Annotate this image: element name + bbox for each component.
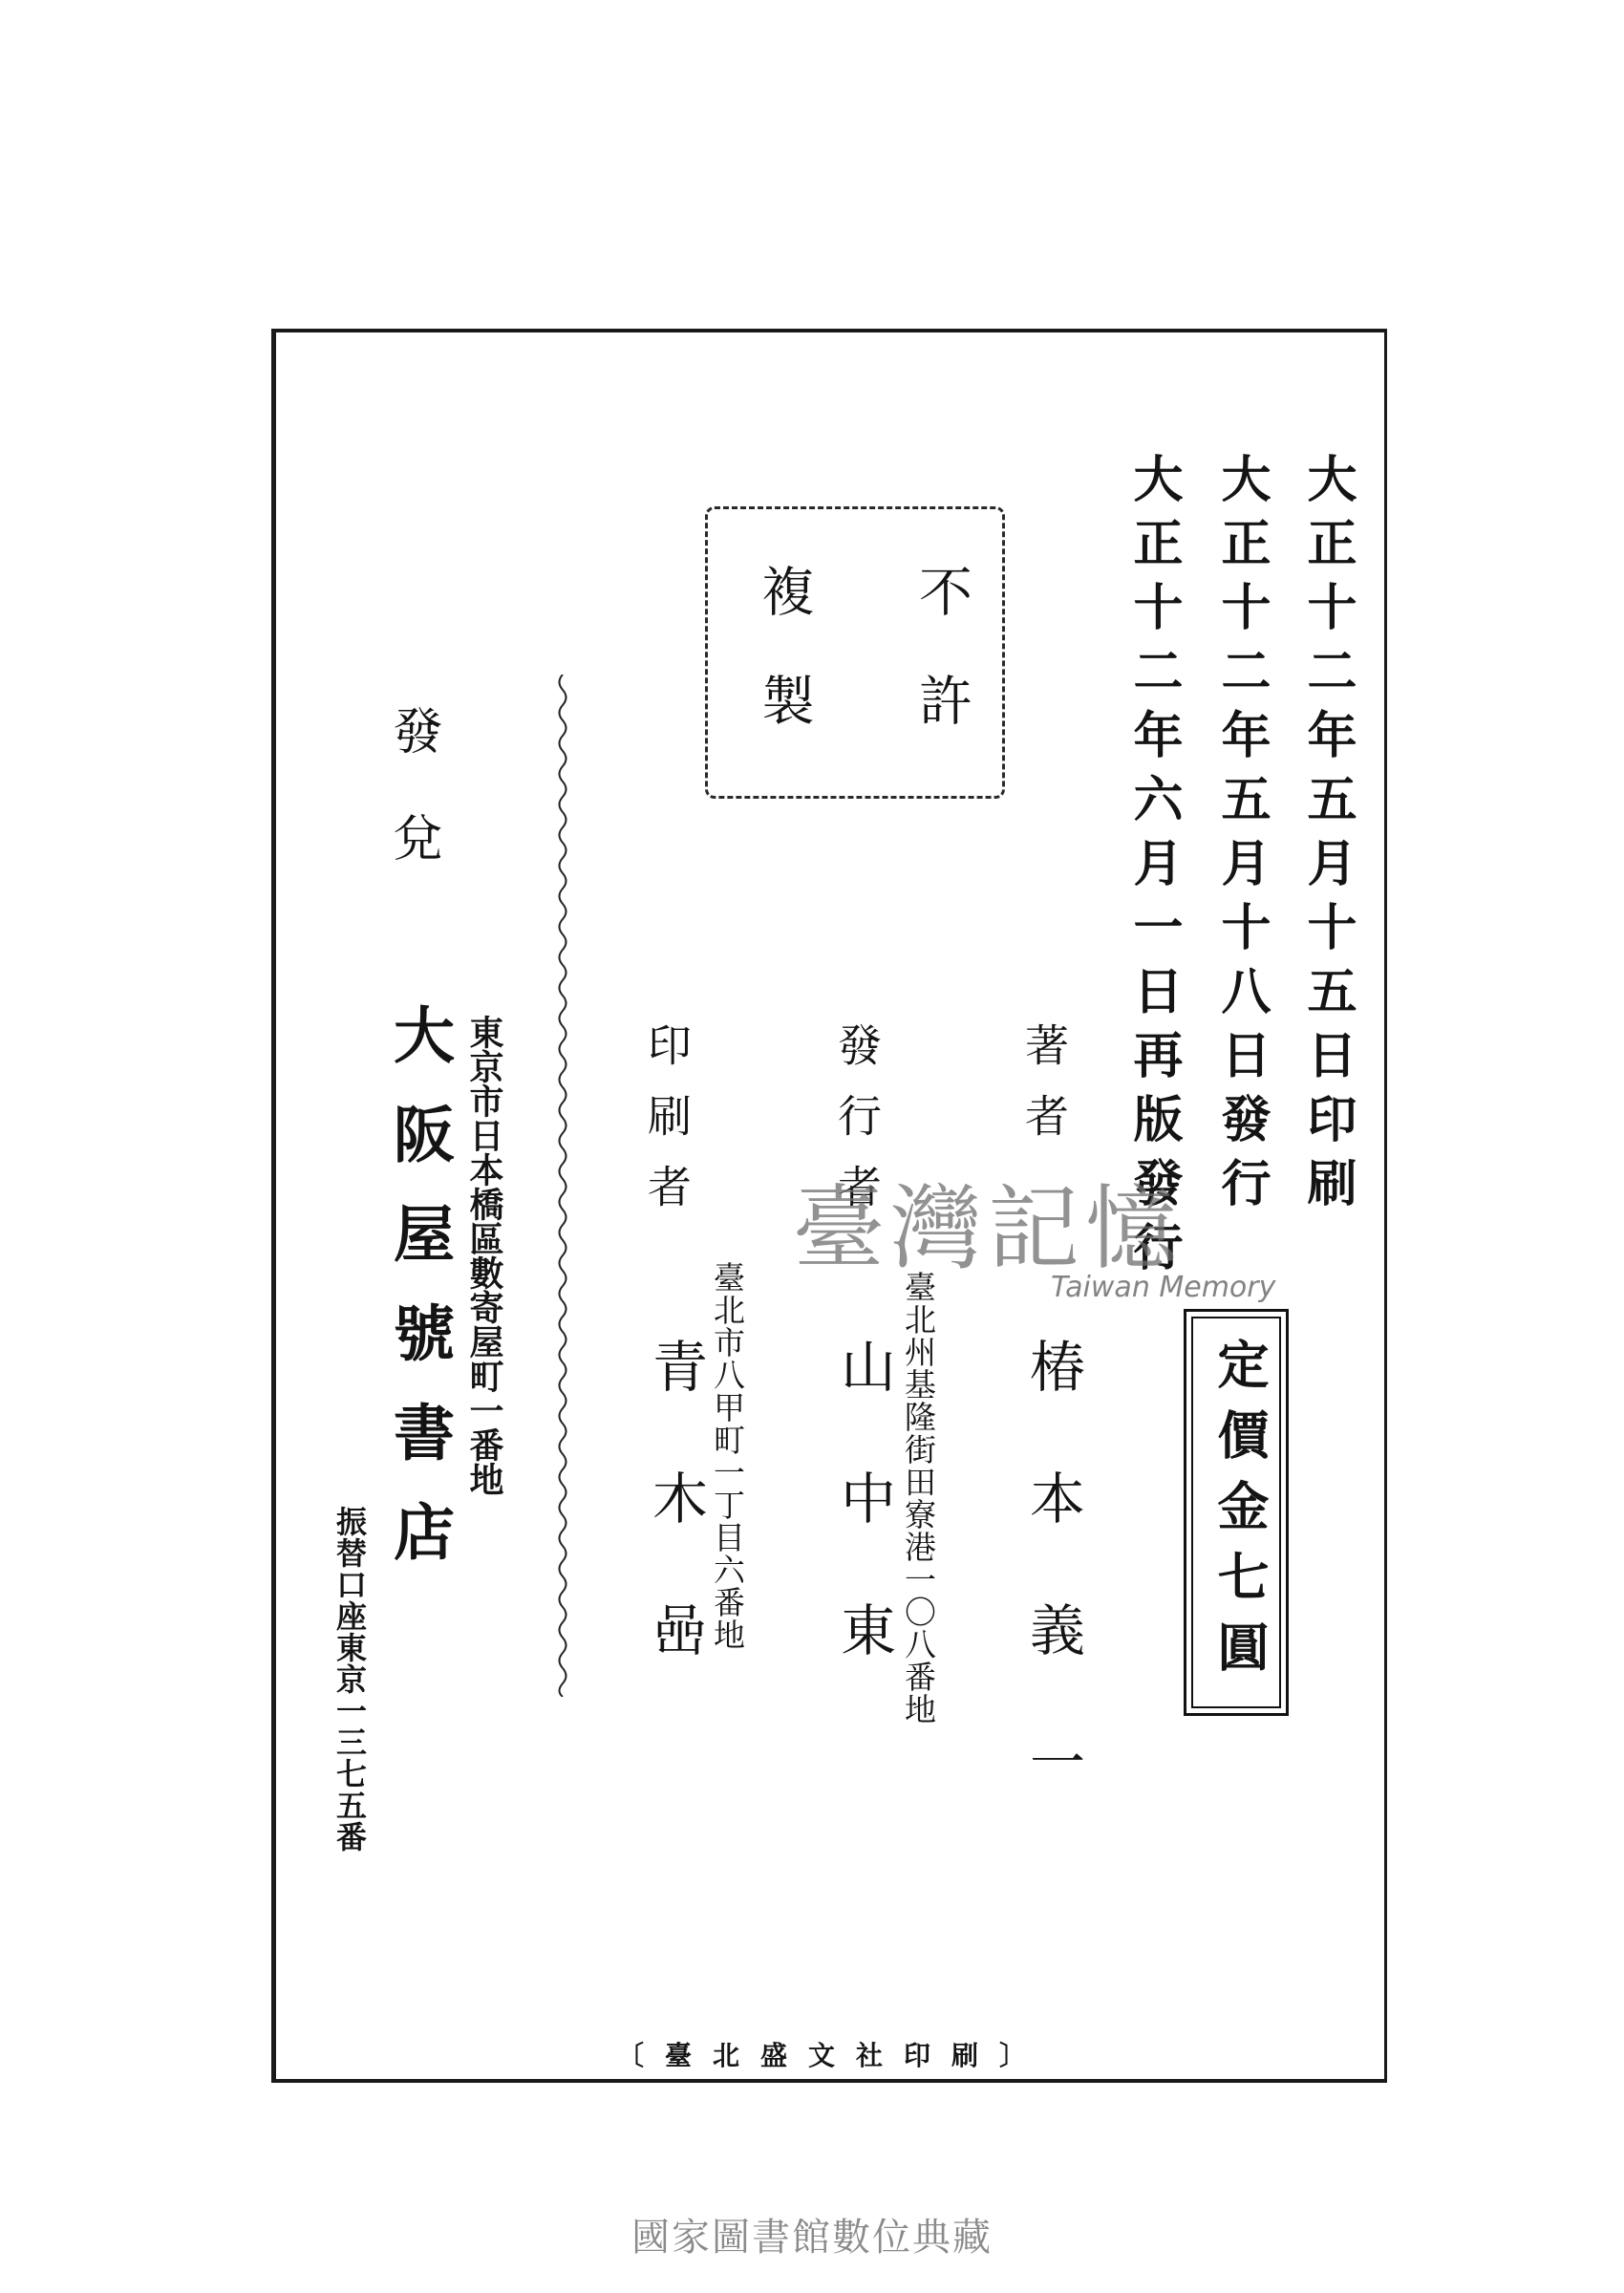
author-name: 椿本義一 — [1020, 1338, 1085, 1865]
publisher-label: 發行者 — [831, 1022, 883, 1234]
transfer-account: 振替口座東京一三七五番 — [331, 1506, 368, 1853]
watermark-logo-en: Taiwan Memory — [1051, 1271, 1276, 1304]
print-date: 大正十二年五月十五日印刷 — [1298, 453, 1357, 1221]
copyright-stamp-col2: 複製 — [753, 564, 815, 782]
watermark-logo: 臺灣記憶 — [793, 1175, 1183, 1282]
author-label: 著者 — [1018, 1022, 1070, 1164]
price-label: 定價金七圓 — [1209, 1338, 1271, 1691]
seller-address: 東京市日本橋區數寄屋町一番地 — [464, 1015, 504, 1496]
publish-date: 大正十二年五月十八日發行 — [1212, 453, 1271, 1221]
publisher-name: 山中東 — [831, 1338, 896, 1733]
printer-address: 臺北市八甲町一丁目六番地 — [709, 1261, 746, 1651]
footer-credit: 國家圖書館數位典藏 — [631, 2216, 993, 2260]
seller-name: 大阪屋號書店 — [383, 1003, 455, 1599]
print-shop-label: 〔臺北盛文社印刷〕 — [611, 2035, 1053, 2073]
wavy-divider — [552, 675, 573, 1697]
printer-label: 印刷者 — [641, 1022, 693, 1234]
publisher-address: 臺北州基隆街田寮港一〇八番地 — [900, 1271, 937, 1725]
reprint-date: 大正十二年六月一日再版發行 — [1124, 453, 1183, 1285]
seller-label: 發兌 — [384, 705, 441, 919]
copyright-stamp-col1: 不許 — [910, 564, 972, 782]
printer-name: 青木喦 — [643, 1338, 708, 1733]
